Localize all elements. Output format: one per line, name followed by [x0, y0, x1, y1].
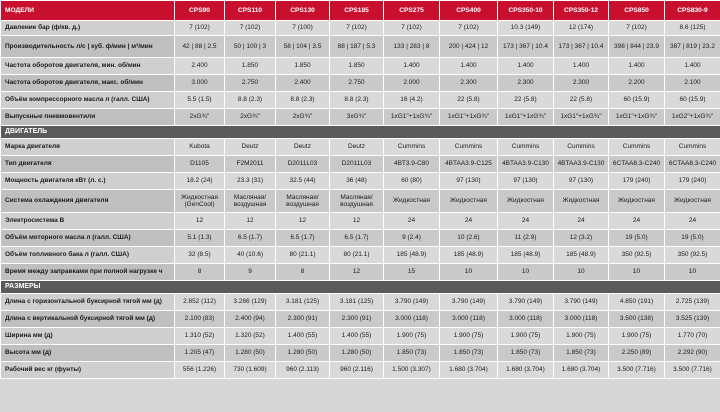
spec-row — [1, 173, 720, 190]
spec-value: 19 (5.0) — [609, 230, 665, 247]
spec-value: 23.3 (31) — [225, 173, 276, 190]
spec-value: 960 (2.116) — [330, 362, 384, 379]
spec-value: 2.292 (90) — [665, 345, 720, 362]
spec-value: 9 (2.4) — [384, 230, 440, 247]
spec-value: 1.850 (73) — [384, 345, 440, 362]
spec-value: 6.5 (1.7) — [330, 230, 384, 247]
spec-value: Cummins — [665, 139, 720, 156]
spec-value: 1.900 (75) — [498, 328, 554, 345]
models-header-label: МОДЕЛИ — [1, 1, 175, 21]
spec-value: 3.000 (118) — [440, 311, 498, 328]
spec-value: 2.250 (89) — [609, 345, 665, 362]
spec-value: 3.525 (139) — [665, 311, 720, 328]
model-name: CPS130 — [276, 1, 330, 21]
spec-label: Высота мм (д) — [1, 345, 175, 362]
spec-value: 3.181 (125) — [276, 294, 330, 311]
spec-value: 1.205 (47) — [175, 345, 225, 362]
spec-value: 12 — [330, 213, 384, 230]
spec-label: Длина с горизонтальной буксирной тягой мм (д) — [1, 294, 175, 311]
spec-value: 12 — [276, 213, 330, 230]
spec-row — [1, 75, 720, 92]
spec-value: 2.300 (91) — [276, 311, 330, 328]
spec-value: 173 | 367 | 10.4 — [554, 36, 609, 58]
spec-value: 3.000 (118) — [498, 311, 554, 328]
spec-value: 2.750 — [330, 75, 384, 92]
spec-row — [1, 362, 720, 379]
spec-value: 1.280 (50) — [276, 345, 330, 362]
spec-value: Deutz — [330, 139, 384, 156]
spec-value: 6.5 (1.7) — [225, 230, 276, 247]
spec-value: 80 (21.1) — [330, 247, 384, 264]
spec-value: 1.900 (75) — [554, 328, 609, 345]
model-name: CPS830-9 — [665, 1, 720, 21]
spec-value: 7 (102) — [330, 21, 384, 36]
spec-value: 2.400 — [276, 75, 330, 92]
spec-value: 3.790 (149) — [554, 294, 609, 311]
spec-value: 1.900 (75) — [440, 328, 498, 345]
model-name: CPS850 — [609, 1, 665, 21]
spec-row — [1, 213, 720, 230]
spec-value: 1.400 (55) — [276, 328, 330, 345]
spec-row — [1, 247, 720, 264]
spec-value: 1.850 — [276, 58, 330, 75]
spec-value: 1.770 (70) — [665, 328, 720, 345]
spec-value: 32.5 (44) — [276, 173, 330, 190]
spec-value: 8.8 (2.3) — [225, 92, 276, 109]
spec-row — [1, 92, 720, 109]
spec-label: Выпускные пневмовентили — [1, 109, 175, 126]
spec-label: Время между заправками при полной нагрузке ч — [1, 264, 175, 281]
spec-value: 1xG2"+1xG¾" — [665, 109, 720, 126]
spec-value: 9 — [225, 264, 276, 281]
section-header-row — [1, 281, 720, 294]
spec-value: 3xG¾" — [330, 109, 384, 126]
spec-label: Частота оборотов двигателя, мин. об/мин — [1, 58, 175, 75]
spec-value: 24 — [440, 213, 498, 230]
spec-value: 12 (174) — [554, 21, 609, 36]
spec-value: 10 — [665, 264, 720, 281]
spec-row — [1, 345, 720, 362]
spec-value: 2.100 (83) — [175, 311, 225, 328]
spec-value: 24 — [609, 213, 665, 230]
model-name: CPS350-12 — [554, 1, 609, 21]
spec-value: 15 — [384, 264, 440, 281]
spec-value: 1xG1"+1xG¾" — [384, 109, 440, 126]
spec-value: 1xG1"+1xG¾" — [440, 109, 498, 126]
spec-value: Жидкостная — [384, 190, 440, 213]
spec-label: Ширина мм (д) — [1, 328, 175, 345]
spec-label: Электросистема В — [1, 213, 175, 230]
spec-value: 1.280 (50) — [225, 345, 276, 362]
spec-value: 12 — [330, 264, 384, 281]
model-name: CPS350-10 — [498, 1, 554, 21]
spec-value: 4BTAA3.9-C125 — [440, 156, 498, 173]
spec-value: 3.790 (149) — [440, 294, 498, 311]
spec-value: 3.500 (138) — [609, 311, 665, 328]
model-name: CPS275 — [384, 1, 440, 21]
spec-value: 8 — [175, 264, 225, 281]
spec-value: 1.400 — [609, 58, 665, 75]
spec-value: 7 (102) — [384, 21, 440, 36]
spec-value: 11 (2.9) — [498, 230, 554, 247]
spec-value: 173 | 367 | 10.4 — [498, 36, 554, 58]
spec-value: 185 (48.9) — [498, 247, 554, 264]
spec-value: 4.850 (191) — [609, 294, 665, 311]
spec-value: F2M2011 — [225, 156, 276, 173]
spec-value: 350 (92.5) — [609, 247, 665, 264]
spec-value: Cummins — [440, 139, 498, 156]
spec-value: 18.2 (24) — [175, 173, 225, 190]
spec-value: 2.300 — [554, 75, 609, 92]
spec-value: 10 — [554, 264, 609, 281]
spec-value: 200 | 424 | 12 — [440, 36, 498, 58]
spec-value: 2xG¾" — [225, 109, 276, 126]
spec-value: 2.750 — [225, 75, 276, 92]
spec-value: 12 — [175, 213, 225, 230]
spec-value: Масляная/ воздушная — [276, 190, 330, 213]
spec-value: 1.680 (3.704) — [554, 362, 609, 379]
spec-value: 12 — [225, 213, 276, 230]
spec-value: 3.000 — [175, 75, 225, 92]
spec-value: 97 (130) — [440, 173, 498, 190]
spec-value: 7 (102) — [225, 21, 276, 36]
spec-value: 10 — [609, 264, 665, 281]
spec-value: 556 (1.226) — [175, 362, 225, 379]
spec-value: Cummins — [384, 139, 440, 156]
spec-value: 10 — [440, 264, 498, 281]
spec-row — [1, 109, 720, 126]
spec-value: 3.000 (118) — [554, 311, 609, 328]
spec-value: 8 — [276, 264, 330, 281]
spec-value: 4BTAA3.9-C130 — [498, 156, 554, 173]
spec-value: 22 (5.8) — [498, 92, 554, 109]
spec-value: 24 — [384, 213, 440, 230]
spec-value: 6.5 (1.7) — [276, 230, 330, 247]
spec-value: Жидкостная — [554, 190, 609, 213]
spec-value: 2.400 — [175, 58, 225, 75]
spec-value: 2.725 (139) — [665, 294, 720, 311]
spec-value: 2.000 — [384, 75, 440, 92]
spec-value: 2.300 — [440, 75, 498, 92]
spec-value: 19 (5.0) — [665, 230, 720, 247]
spec-value: 60 (15.9) — [665, 92, 720, 109]
spec-value: 4BTAA3.9-C130 — [554, 156, 609, 173]
spec-value: 32 (8.5) — [175, 247, 225, 264]
spec-value: 1.900 (75) — [609, 328, 665, 345]
spec-value: 185 (48.9) — [384, 247, 440, 264]
spec-value: 3.000 (118) — [384, 311, 440, 328]
spec-row — [1, 190, 720, 213]
spec-value: 398 | 844 | 23.9 — [609, 36, 665, 58]
spec-value: Жидкостная — [440, 190, 498, 213]
spec-value: 387 | 819 | 23.2 — [665, 36, 720, 58]
section-title: РАЗМЕРЫ — [1, 281, 720, 294]
spec-value: 2.100 — [665, 75, 720, 92]
spec-value: 24 — [554, 213, 609, 230]
specs-table-body — [1, 1, 720, 379]
spec-value: 1.280 (50) — [330, 345, 384, 362]
spec-value: 5.1 (1.3) — [175, 230, 225, 247]
spec-value: 1.850 — [330, 58, 384, 75]
spec-value: 4BT3.9-C80 — [384, 156, 440, 173]
spec-label: Производительность л/с | куб. ф/мин | м³/мин — [1, 36, 175, 58]
section-header-row — [1, 126, 720, 139]
spec-value: 2.300 (91) — [330, 311, 384, 328]
spec-label: Рабочий вес кг (фунты) — [1, 362, 175, 379]
spec-value: 1.850 (73) — [498, 345, 554, 362]
spec-value: 1.400 — [665, 58, 720, 75]
spec-value: 2xG¾" — [175, 109, 225, 126]
spec-value: Deutz — [225, 139, 276, 156]
spec-value: 10 — [498, 264, 554, 281]
spec-value: 22 (5.8) — [440, 92, 498, 109]
spec-value: 179 (240) — [665, 173, 720, 190]
spec-value: 97 (130) — [498, 173, 554, 190]
spec-value: 8.8 (2.3) — [330, 92, 384, 109]
spec-row — [1, 156, 720, 173]
model-name: CPS90 — [175, 1, 225, 21]
spec-value: 1.500 (3.307) — [384, 362, 440, 379]
spec-value: Deutz — [276, 139, 330, 156]
spec-value: 1.320 (52) — [225, 328, 276, 345]
spec-value: 16 (4.2) — [384, 92, 440, 109]
spec-value: Масляная/ воздушная — [330, 190, 384, 213]
spec-value: D1105 — [175, 156, 225, 173]
spec-value: 7 (100) — [276, 21, 330, 36]
spec-value: 2.300 — [498, 75, 554, 92]
spec-value: 10.3 (149) — [498, 21, 554, 36]
spec-row — [1, 139, 720, 156]
spec-value: 1xG1"+1xG¾" — [498, 109, 554, 126]
spec-value: D2011L03 — [276, 156, 330, 173]
spec-value: 2xG¾" — [276, 109, 330, 126]
spec-value: 730 (1.609) — [225, 362, 276, 379]
spec-value: 3.790 (149) — [384, 294, 440, 311]
spec-label: Тип двигателя — [1, 156, 175, 173]
spec-value: 40 (10.6) — [225, 247, 276, 264]
spec-label: Марка двигателя — [1, 139, 175, 156]
spec-value: 3.181 (125) — [330, 294, 384, 311]
spec-value: 960 (2.113) — [276, 362, 330, 379]
spec-label: Система охлаждения двигателя — [1, 190, 175, 213]
model-name: CPS185 — [330, 1, 384, 21]
spec-value: 36 (48) — [330, 173, 384, 190]
spec-value: 60 (15.9) — [609, 92, 665, 109]
spec-value: 97 (130) — [554, 173, 609, 190]
spec-value: 1.850 (73) — [554, 345, 609, 362]
spec-value: 2.852 (112) — [175, 294, 225, 311]
spec-value: 22 (5.8) — [554, 92, 609, 109]
spec-value: 1.310 (52) — [175, 328, 225, 345]
spec-value: 1.850 — [225, 58, 276, 75]
spec-label: Объём топливного бака л (галл. США) — [1, 247, 175, 264]
spec-value: Масляная/ воздушная — [225, 190, 276, 213]
spec-value: Cummins — [609, 139, 665, 156]
spec-value: 24 — [665, 213, 720, 230]
spec-label: Объём компрессорного масла л (галл. США) — [1, 92, 175, 109]
spec-value: 6CTAA8.3-C240 — [665, 156, 720, 173]
model-name: CPS400 — [440, 1, 498, 21]
spec-row — [1, 264, 720, 281]
spec-row — [1, 36, 720, 58]
spec-value: 3.790 (149) — [498, 294, 554, 311]
spec-value: 7 (102) — [175, 21, 225, 36]
spec-value: Жидкостная — [665, 190, 720, 213]
spec-value: Cummins — [498, 139, 554, 156]
spec-value: 1.680 (3.704) — [440, 362, 498, 379]
spec-value: 3.500 (7.716) — [609, 362, 665, 379]
spec-label: Мощность двигателя кВт (л. с.) — [1, 173, 175, 190]
spec-row — [1, 230, 720, 247]
spec-value: 12 (3.2) — [554, 230, 609, 247]
spec-value: 1.400 — [498, 58, 554, 75]
section-title: ДВИГАТЕЛЬ — [1, 126, 720, 139]
spec-row — [1, 294, 720, 311]
spec-value: 1xG1"+1xG¾" — [609, 109, 665, 126]
spec-value: 1.400 — [384, 58, 440, 75]
spec-value: 179 (240) — [609, 173, 665, 190]
spec-value: 1.400 — [554, 58, 609, 75]
spec-label: Частота оборотов двигателя, макс. об/мин — [1, 75, 175, 92]
spec-value: 24 — [498, 213, 554, 230]
spec-value: 6CTAA8.3-C240 — [609, 156, 665, 173]
spec-value: 7 (102) — [609, 21, 665, 36]
spec-label: Длина с вертикальной буксирной тягой мм (д) — [1, 311, 175, 328]
spec-value: 133 | 283 | 8 — [384, 36, 440, 58]
spec-row — [1, 21, 720, 36]
spec-value: 1.680 (3.704) — [498, 362, 554, 379]
spec-value: 3.500 (7.716) — [665, 362, 720, 379]
spec-value: 1.400 — [440, 58, 498, 75]
spec-value: 10 (2.6) — [440, 230, 498, 247]
spec-row — [1, 328, 720, 345]
spec-value: 2.200 — [609, 75, 665, 92]
spec-value: 1.900 (75) — [384, 328, 440, 345]
spec-value: Жидкостная — [498, 190, 554, 213]
spec-row — [1, 58, 720, 75]
spec-value: 5.5 (1.5) — [175, 92, 225, 109]
spec-value: 2.400 (94) — [225, 311, 276, 328]
spec-value: Жидкостная — [609, 190, 665, 213]
model-name: CPS110 — [225, 1, 276, 21]
spec-value: D2011L03 — [330, 156, 384, 173]
spec-value: 185 (48.9) — [554, 247, 609, 264]
spec-value: Cummins — [554, 139, 609, 156]
spec-label: Давление бар (ф/кв. д.) — [1, 21, 175, 36]
spec-value: 1xG1"+1xG¾" — [554, 109, 609, 126]
spec-value: 60 (80) — [384, 173, 440, 190]
spec-value: Жидкостная (GenCool) — [175, 190, 225, 213]
spec-value: 8.8 (2.3) — [276, 92, 330, 109]
spec-value: 88 | 187 | 5.3 — [330, 36, 384, 58]
spec-value: 42 | 88 | 2.5 — [175, 36, 225, 58]
spec-value: 58 | 104 | 3.5 — [276, 36, 330, 58]
spec-value: 1.400 (55) — [330, 328, 384, 345]
spec-value: Kubota — [175, 139, 225, 156]
spec-row — [1, 311, 720, 328]
spec-value: 350 (92.5) — [665, 247, 720, 264]
spec-value: 8.6 (125) — [665, 21, 720, 36]
spec-value: 185 (48.9) — [440, 247, 498, 264]
spec-value: 50 | 100 | 3 — [225, 36, 276, 58]
spec-value: 7 (102) — [440, 21, 498, 36]
spec-value: 80 (21.1) — [276, 247, 330, 264]
spec-label: Объём моторного масла л (галл. США) — [1, 230, 175, 247]
spec-value: 1.850 (73) — [440, 345, 498, 362]
models-header-row — [1, 1, 720, 21]
spec-value: 3.286 (129) — [225, 294, 276, 311]
